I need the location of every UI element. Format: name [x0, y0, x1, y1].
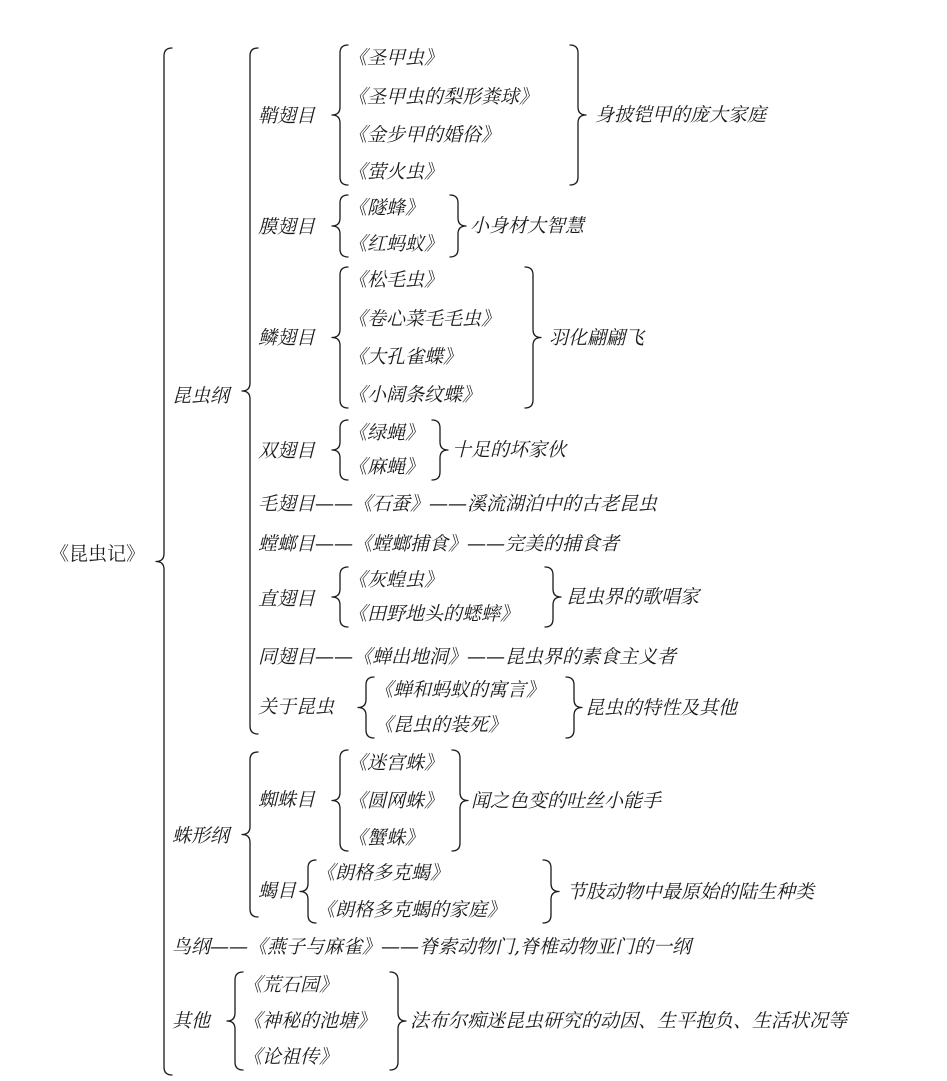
book-title: 《荒石园》 [243, 974, 339, 996]
class-label-3: 其他 [172, 1010, 211, 1032]
order-open-brace [300, 860, 316, 923]
book-title: 《蟹蛛》 [348, 827, 425, 849]
order-label: 鞘翅目 [258, 105, 316, 127]
other-open-brace [227, 972, 243, 1070]
order-open-brace [332, 750, 348, 851]
book-title: 《金步甲的婚俗》 [348, 124, 501, 146]
book-title: 《小阔条纹蝶》 [348, 384, 482, 406]
order-close-brace [545, 567, 561, 627]
order-open-brace [332, 420, 348, 480]
book-title: 《隧蜂》 [348, 197, 425, 219]
book-title: 《大孔雀蝶》 [348, 346, 463, 368]
order-label: 膜翅目 [258, 216, 316, 238]
order-label: 蝎目 [258, 880, 297, 902]
order-close-brace [432, 420, 448, 480]
class-brace-0 [242, 48, 258, 734]
order-open-brace [332, 267, 348, 408]
order-summary: 节肢动物中最原始的陆生种类 [567, 880, 815, 903]
book-title: 《红蚂蚁》 [348, 233, 444, 255]
order-line: 同翅目——《蝉出地洞》——昆虫界的素食主义者 [258, 646, 677, 668]
book-title: 《圆网蛛》 [348, 790, 444, 812]
book-title: 《朗格多克蝎的家庭》 [316, 899, 507, 921]
order-close-brace [566, 677, 582, 738]
order-summary: 羽化翩翩飞 [549, 326, 645, 349]
book-title: 《圣甲虫》 [348, 47, 444, 69]
order-open-brace [358, 677, 374, 738]
book-title: 《萤火虫》 [348, 161, 444, 183]
order-line: 毛翅目——《石蚕》——溪流湖泊中的古老昆虫 [258, 493, 658, 515]
class-line-2: 鸟纲——《燕子与麻雀》——脊索动物门,脊椎动物亚门的一纲 [172, 936, 692, 958]
book-title: 《绿蝇》 [348, 422, 425, 444]
root-title: 《昆虫记》 [50, 543, 146, 565]
order-summary: 闻之色变的吐丝小能手 [471, 789, 662, 812]
book-title: 《朗格多克蝎》 [316, 862, 450, 884]
order-summary: 昆虫的特性及其他 [585, 696, 738, 719]
book-title: 《论祖传》 [243, 1046, 339, 1068]
order-line: 螳螂目——《螳螂捕食》——完美的捕食者 [258, 533, 620, 555]
book-title: 《神秘的池塘》 [243, 1010, 377, 1032]
class-label-0: 昆虫纲 [172, 385, 230, 407]
order-close-brace [452, 750, 468, 851]
order-label: 双翅目 [258, 440, 316, 462]
book-title: 《迷宫蛛》 [348, 752, 444, 774]
book-title: 《田野地头的蟋蟀》 [348, 603, 520, 625]
order-close-brace [570, 45, 586, 185]
order-open-brace [332, 45, 348, 185]
class-brace-1 [242, 752, 258, 917]
order-open-brace [332, 195, 348, 257]
order-close-brace [525, 267, 541, 408]
book-title: 《蝉和蚂蚁的寓言》 [374, 679, 546, 701]
order-label: 直翅目 [258, 588, 316, 610]
other-close-brace [390, 972, 406, 1070]
order-label: 关于昆虫 [258, 696, 335, 718]
other-summary: 法布尔痴迷昆虫研究的动因、生平抱负、生活状况等 [410, 1010, 848, 1032]
order-label: 鳞翅目 [258, 327, 316, 349]
class-label-1: 蛛形纲 [172, 825, 230, 847]
order-summary: 小身材大智慧 [470, 215, 585, 237]
book-title: 《圣甲虫的梨形粪球》 [348, 86, 539, 108]
order-summary: 身披铠甲的庞大家庭 [595, 104, 767, 126]
order-open-brace [332, 567, 348, 627]
order-close-brace [450, 195, 466, 257]
order-summary: 昆虫界的歌唱家 [566, 586, 700, 608]
book-title: 《灰蝗虫》 [348, 569, 444, 591]
order-summary: 十足的坏家伙 [452, 439, 567, 461]
order-close-brace [543, 860, 559, 923]
book-title: 《卷心菜毛毛虫》 [348, 308, 501, 330]
root-brace [156, 48, 172, 1075]
order-label: 蜘蛛目 [258, 789, 316, 811]
book-title: 《麻蝇》 [348, 456, 425, 478]
book-title: 《昆虫的装死》 [374, 714, 508, 736]
book-title: 《松毛虫》 [348, 269, 444, 291]
